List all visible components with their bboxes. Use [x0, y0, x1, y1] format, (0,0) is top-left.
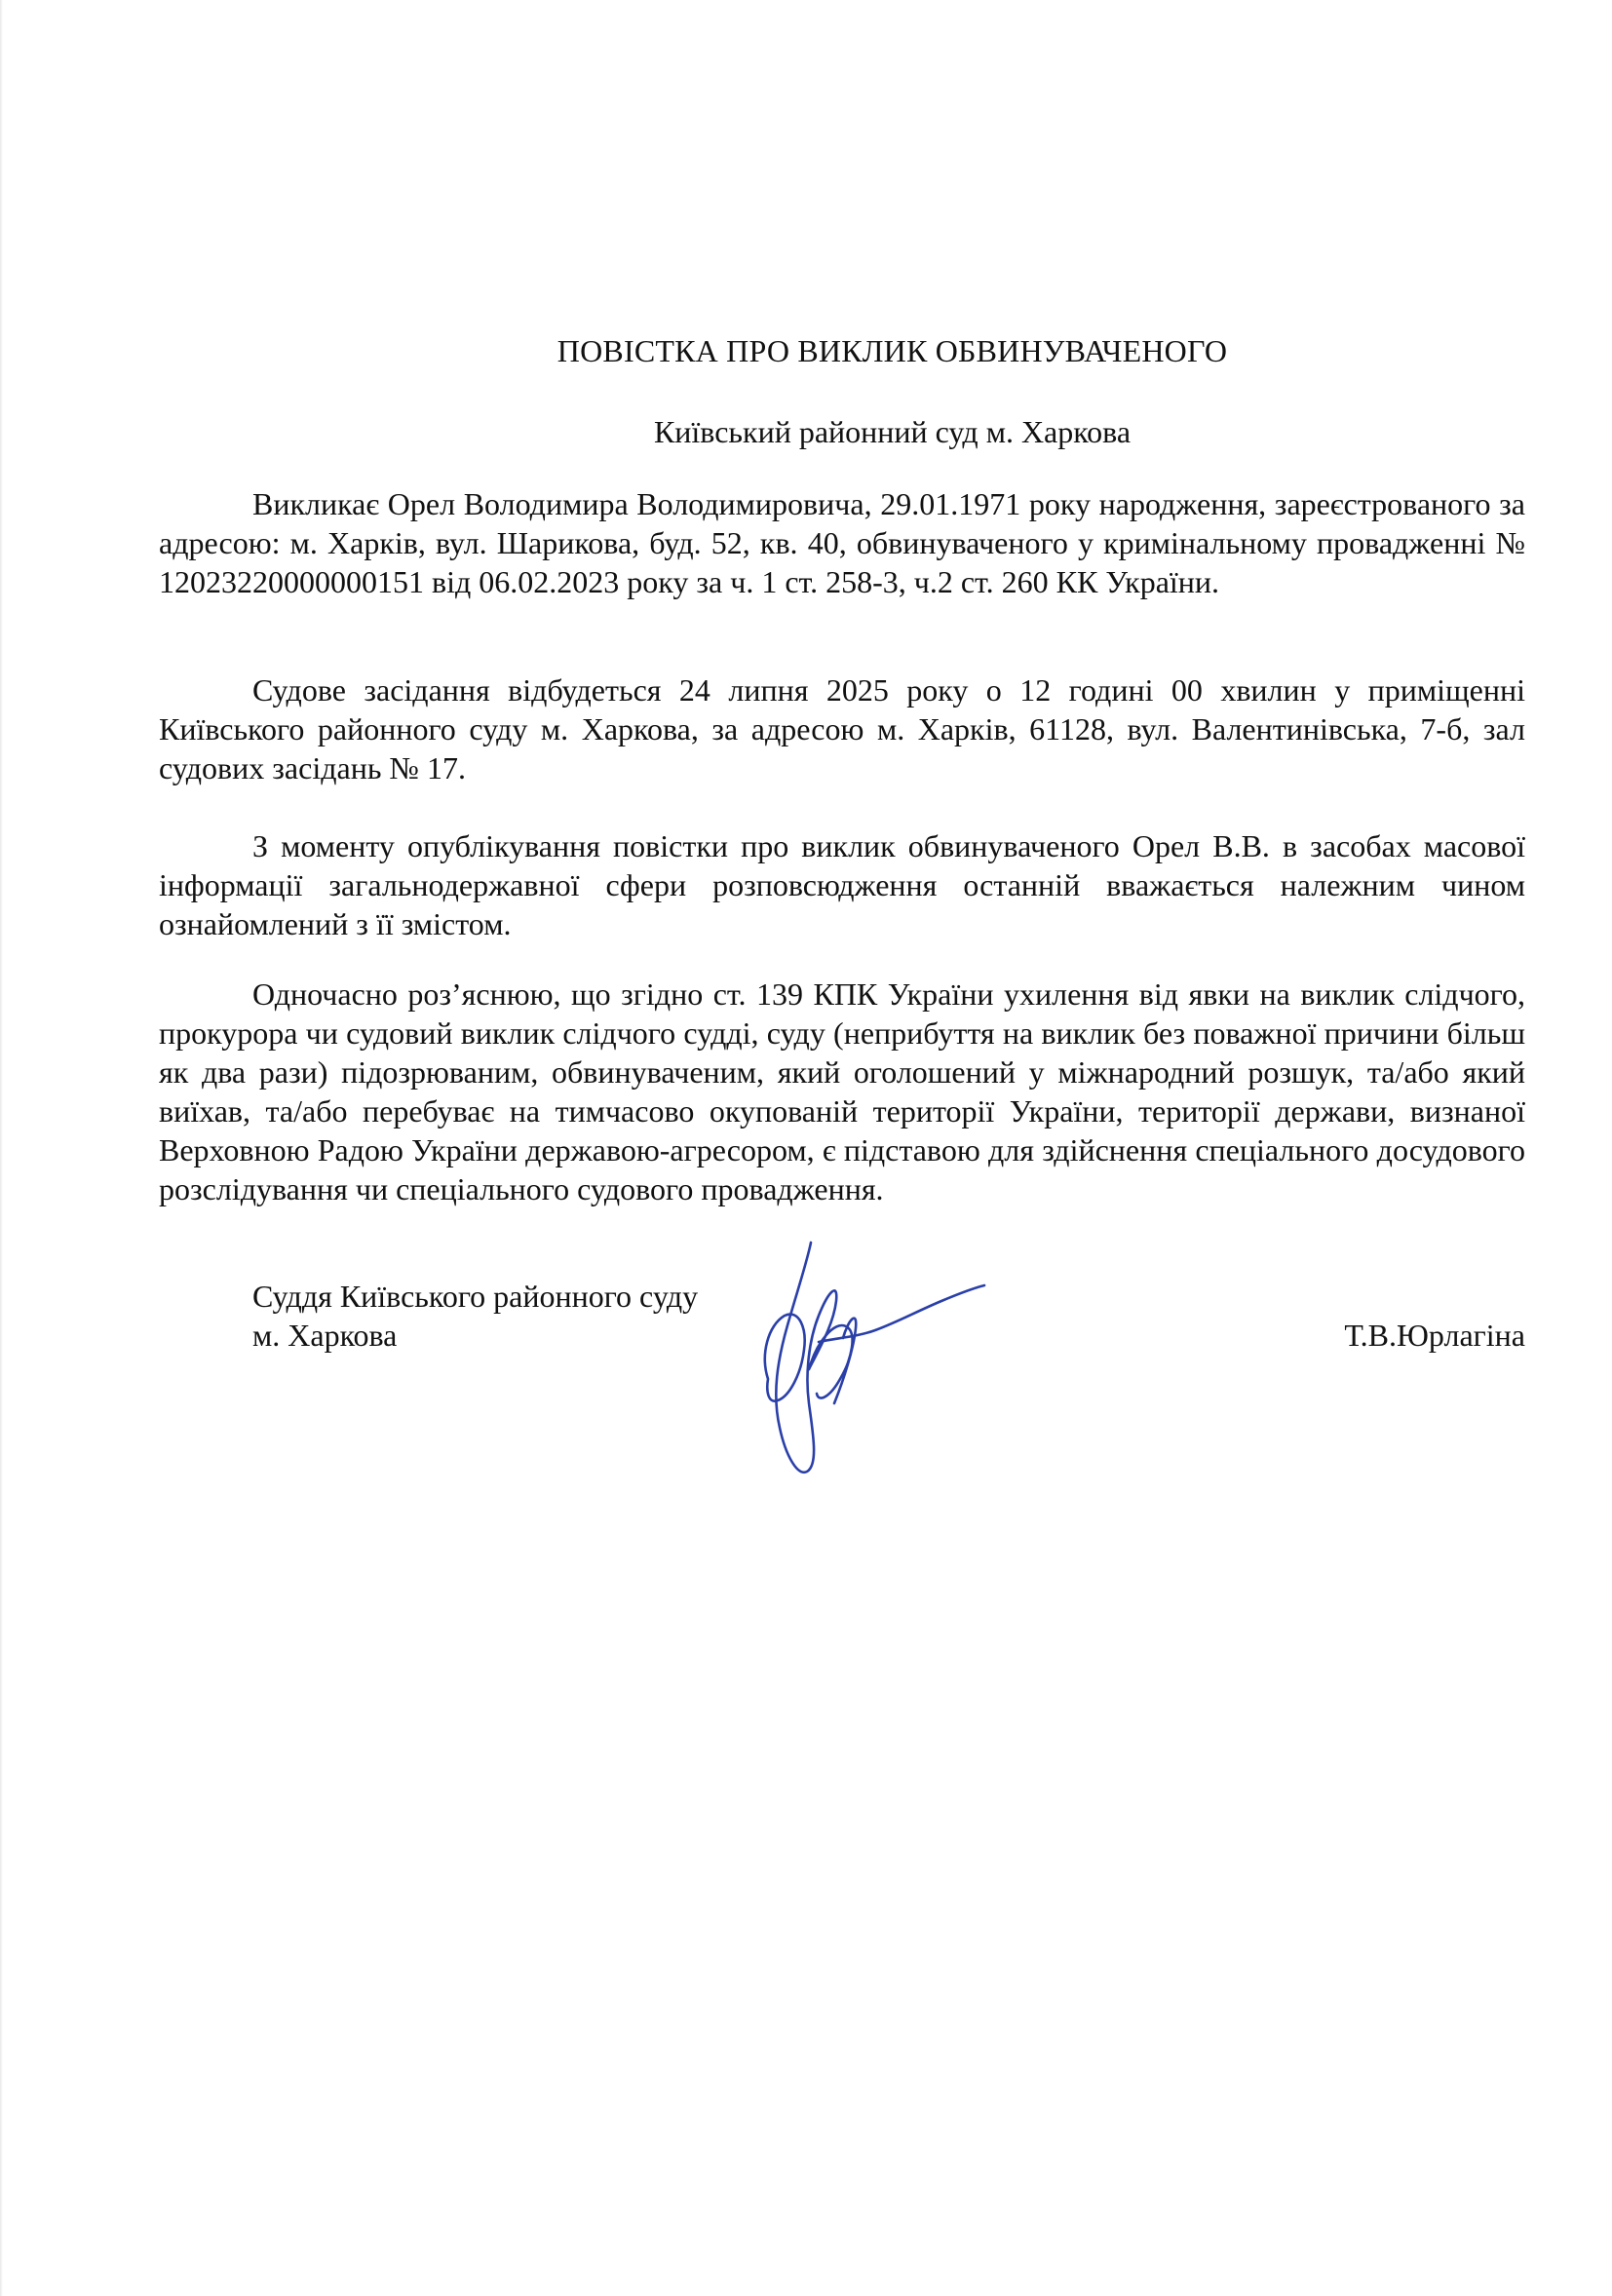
- position-line-2: м. Харкова: [252, 1318, 398, 1353]
- paragraph-summons: Викликає Орел Володимира Володимировича, 29.01.1971 року народження, зареєстрованого за адресою: м. Харків, вул. Шарикова, буд. 52, кв. 40, обвинуваченого у кримінальному провадженні № 12023220000000151 від 06.02.2023 року за ч. 1 ст. 258-3, ч.2 ст. 260 КК України.: [159, 486, 1525, 599]
- paragraph-explanation: Одночасно роз’яснюю, що згідно ст. 139 КПК України ухилення від явки на виклик слідчого, прокурора чи судовий виклик слідчого судді, суду (неприбуття на виклик без поважної причини більш як два рази) підозрюваним, обвинуваченим, який оголошений у міжнародний розшук, та/або який виїхав, та/або перебуває на тимчасово окупованій території України, території держави, визнаної Верховною Радою України державою-агресором, є підставою для здійснення спеціального досудового розслідування чи спеціального судового провадження.: [159, 976, 1525, 1206]
- handwritten-signature: [750, 1233, 1004, 1491]
- paragraph-hearing: Судове засідання відбудеться 24 липня 2025 року о 12 годині 00 хвилин у приміщенні Київського районного суду м. Харкова, за адресою м. Харків, 61128, вул. Валентинівська, 7-б, зал судових засідань № 17.: [159, 672, 1525, 785]
- court-name: Київський районний суд м. Харкова: [653, 414, 1132, 449]
- judge-name: Т.В.Юрлагіна: [1344, 1318, 1525, 1353]
- signature-position: [252, 1277, 759, 1355]
- document-title: ПОВІСТКА ПРО ВИКЛИК ОБВИНУВАЧЕНОГО: [557, 333, 1228, 368]
- position-line-1: Суддя Київського районного суду: [252, 1279, 699, 1314]
- paragraph-publication: З моменту опублікування повістки про виклик обвинуваченого Орел В.В. в засобах масової інформації загальнодержавної сфери розповсюдження останній вважається належним чином ознайомлений з її змістом.: [159, 828, 1525, 941]
